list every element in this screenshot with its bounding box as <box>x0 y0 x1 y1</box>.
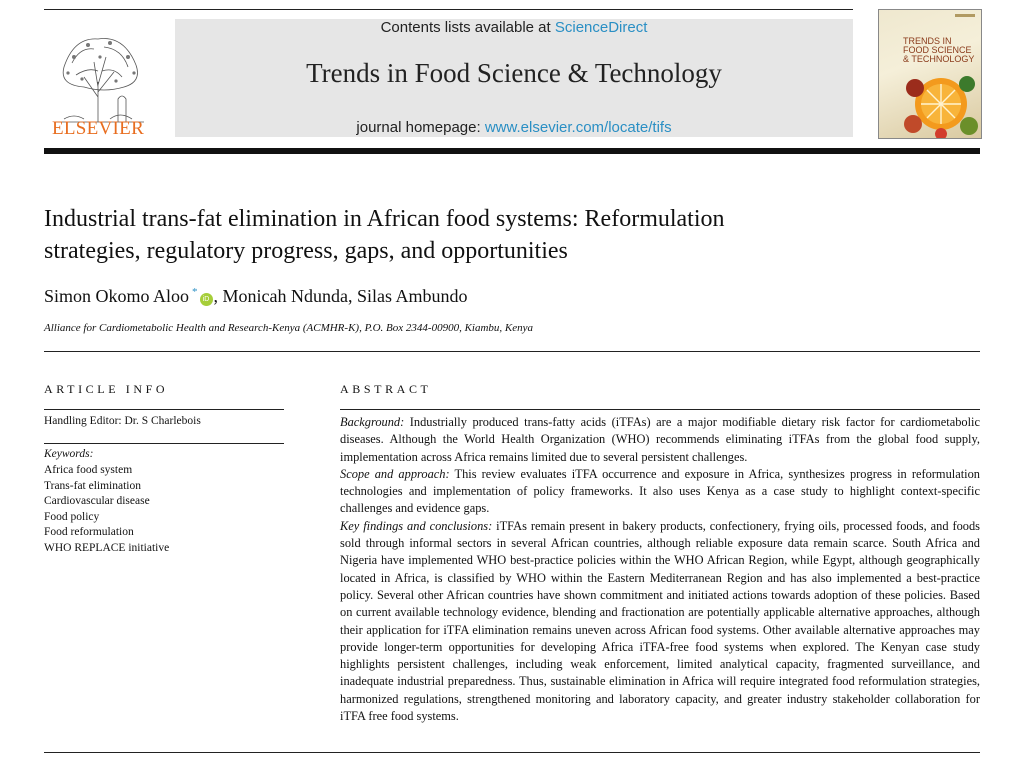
contents-prefix: Contents lists available at <box>380 19 555 36</box>
keyword: Food policy <box>44 510 100 523</box>
article-title <box>44 203 980 267</box>
handling-editor: Handling Editor: Dr. S Charlebois <box>44 415 201 427</box>
section-rule <box>44 351 980 352</box>
keyword: Cardiovascular disease <box>44 495 150 507</box>
journal-homepage-link[interactable]: www.elsevier.com/locate/tifs <box>484 119 672 136</box>
sciencedirect-link[interactable]: ScienceDirect <box>554 19 648 36</box>
abstract-heading: ABSTRACT <box>340 382 432 396</box>
abstract-text: Industrially produced trans-fatty acids (iTFAs) are a major modifiable dietary risk factor for cardiometabolic diseases. Although the World Health Organization (WHO) recommends eliminating iTFAs from the global food supply, implementation across Africa remains limited due to several persistent challenges. <box>340 415 980 464</box>
article-title-line: Industrial trans-fat elimination in African food systems: Reformulation <box>44 206 725 232</box>
author-name[interactable]: Simon Okomo Aloo <box>44 286 190 306</box>
cover-food-image <box>901 68 979 138</box>
journal-title: Trends in Food Science & Technology <box>306 58 722 88</box>
cover-title-line: TRENDS IN <box>903 36 952 46</box>
abstract-text: This review evaluates iTFA occurrence and exposure in Africa, synthesizes progress in reformulation technologies and implementation of policy frameworks. It also uses Kenya as a case study to highlight context-specific challenges and evidence gaps. <box>340 466 980 516</box>
homepage-prefix: journal homepage: <box>356 119 485 136</box>
article-info-heading: ARTICLE INFO <box>44 382 169 396</box>
cover-title-line: FOOD SCIENCE <box>903 45 972 55</box>
journal-cover-thumbnail[interactable] <box>878 9 982 139</box>
cover-title-line: & TECHNOLOGY <box>903 54 975 64</box>
header-thick-rule <box>44 148 980 154</box>
abstract-findings <box>340 518 980 726</box>
other-authors: , Monicah Ndunda, Silas Ambundo <box>213 286 468 306</box>
abstract-scope <box>340 466 980 518</box>
article-title-line: strategies, regulatory progress, gaps, and opportunities <box>44 238 568 264</box>
cover-title <box>903 37 979 64</box>
orcid-icon[interactable]: iD <box>200 293 213 306</box>
keyword: Africa food system <box>44 464 133 476</box>
homepage-line <box>175 119 853 136</box>
keyword: Trans-fat elimination <box>44 479 141 492</box>
abstract-rule <box>340 409 980 410</box>
bottom-rule <box>44 752 980 753</box>
corresponding-author-mark[interactable]: * <box>192 286 198 298</box>
publisher-name: ELSEVIER <box>51 118 145 139</box>
top-rule <box>44 9 853 10</box>
affiliation: Alliance for Cardiometabolic Health and Research-Kenya (ACMHR-K), P.O. Box 2344-00900, Kiambu, Kenya <box>44 322 534 334</box>
author-list <box>44 286 980 307</box>
contents-line <box>175 19 853 36</box>
info-rule <box>44 443 284 444</box>
keywords-list <box>44 463 284 556</box>
abstract-background <box>340 414 980 466</box>
keyword: WHO REPLACE initiative <box>44 541 170 554</box>
abstract-lead: Background: <box>340 415 405 429</box>
info-rule <box>44 409 284 410</box>
cover-tag <box>955 14 975 17</box>
abstract-lead: Scope and approach: <box>340 466 450 481</box>
abstract-lead: Key findings and conclusions: <box>340 518 493 533</box>
abstract-text: iTFAs remain present in bakery products, confectionery, frying oils, processed foods, and foods sold through informal sectors in several African countries, although reliable exposure data remain scarce. South Africa and Nigeria have implemented WHO best-practice policies within the WHO African Region, while Egypt, although geographically located in Africa, is classified by WHO within the Eastern Mediterranean Region and has also implemented a best-practice policy. Several other African countries have shown commitment and initiated actions towards adoption of these policies. Based on current available technology evidence, blending and fractionation are potentially applicable alternative approaches, although their application for iTFA elimination remains uneven across African food systems. Other available alternative approaches may provide longer-term opportunities for developing Africa iTFA-free food systems when explored. The Kenyan case study highlights persistent challenges, including weak enforcement, limited analytical capacity, fragmented surveillance, and inadequate industrial preparedness. Thus, sustainable elimination in Africa will require integrated food reformulation strategies, harmonized regulations, strengthened monitoring and laboratory capacity, and greater industry stakeholder collaboration for iTFA free food systems. <box>340 518 980 724</box>
keyword: Food reformulation <box>44 526 134 538</box>
abstract-body <box>340 414 980 725</box>
keywords-label: Keywords: <box>44 448 94 460</box>
